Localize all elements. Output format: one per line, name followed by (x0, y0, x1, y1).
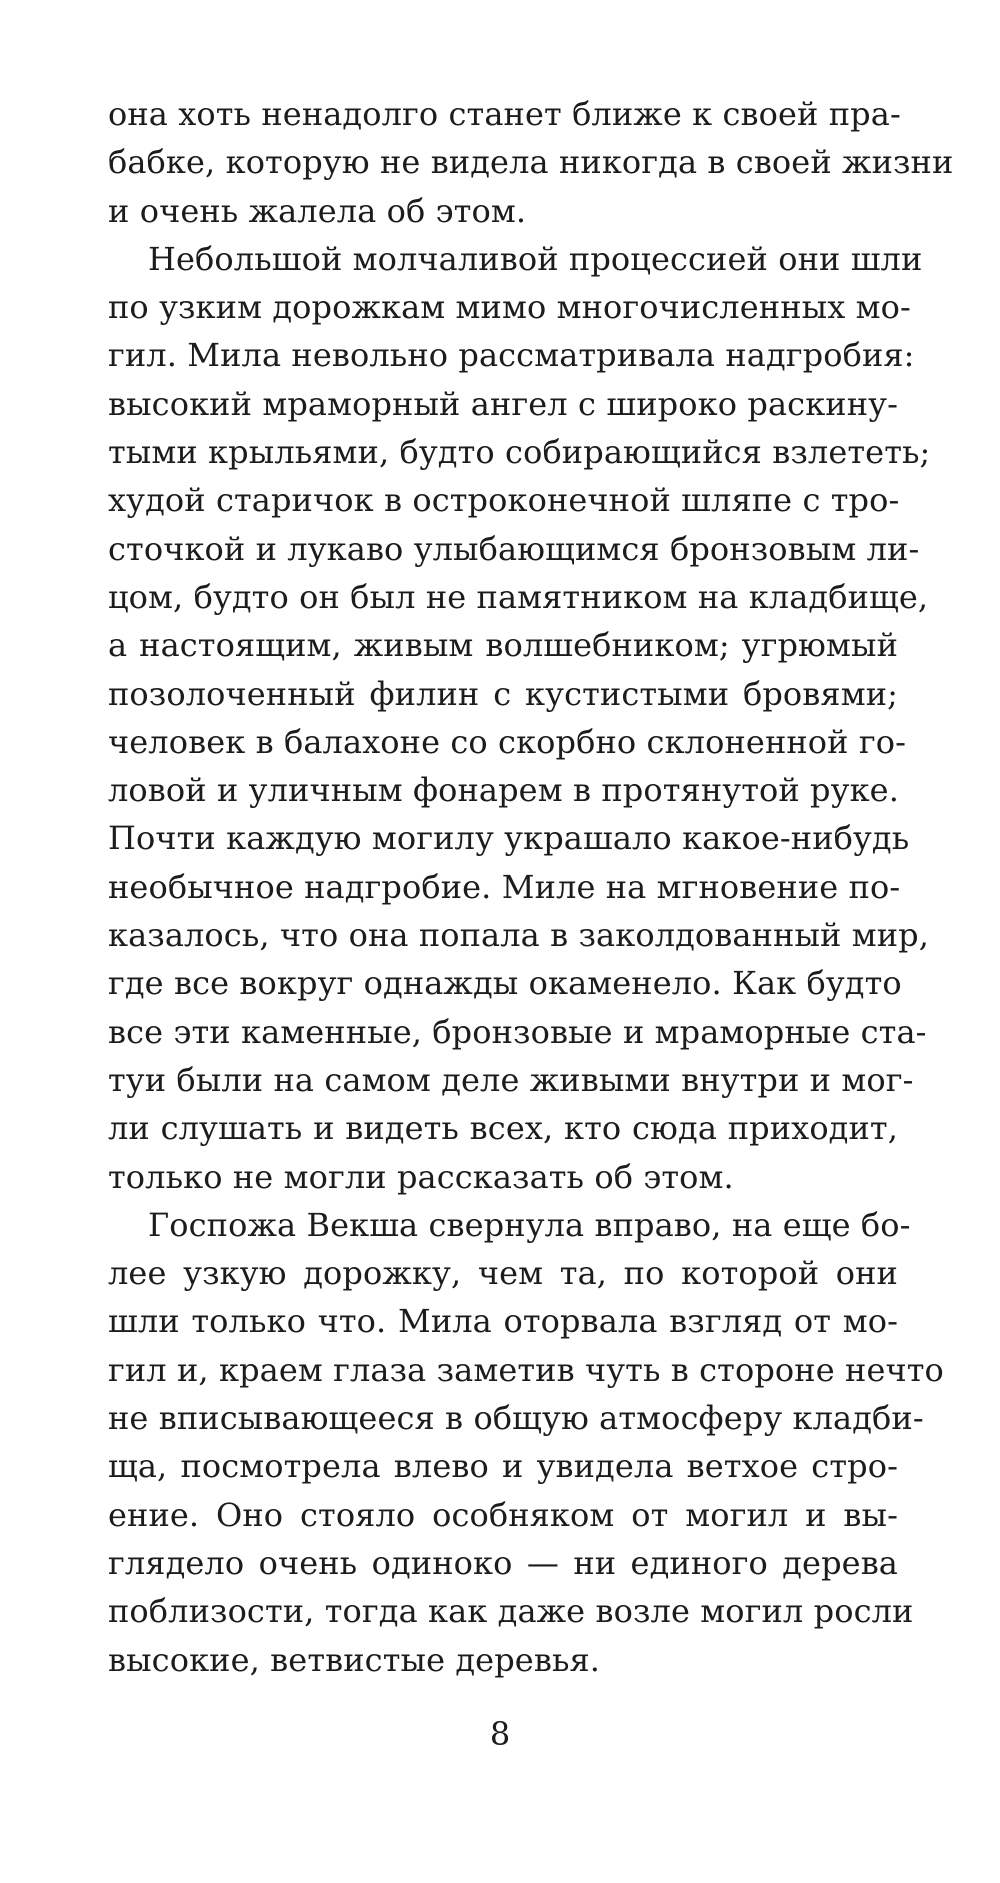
text-line: и очень жалела об этом. (108, 191, 527, 230)
text-line: Небольшой молчаливой процессией они шли (148, 239, 923, 278)
text-line: где все вокруг однажды окаменело. Как будто (108, 964, 902, 1003)
text-line: позолоченный филин с кустистыми бровями; (108, 674, 898, 713)
text-line: только не могли рассказать об этом. (108, 1157, 734, 1196)
body-text (108, 90, 954, 1684)
text-line: бабке, которую не видела никогда в своей жизни (108, 143, 954, 182)
text-line: человек в балахоне со скорбно склоненной го- (108, 722, 907, 761)
text-line: необычное надгробие. Миле на мгновение по- (108, 867, 901, 906)
text-line: ща, посмотрела влево и увидела ветхое стро- (108, 1447, 898, 1486)
text-line: сточкой и лукаво улыбающимся бронзовым ли- (108, 529, 920, 568)
text-line: не вписывающееся в общую атмосферу кладби- (108, 1399, 924, 1438)
text-line: туи были на самом деле живыми внутри и мог- (108, 1060, 914, 1099)
text-line: Почти каждую могилу украшало какое-нибудь (108, 819, 910, 858)
text-line: худой старичок в остроконечной шляпе с тро- (108, 481, 900, 520)
text-line: Госпожа Векша свернула вправо, на еще бо- (148, 1205, 911, 1244)
text-line: поблизости, тогда как даже возле могил росли (108, 1592, 914, 1631)
text-line: шли только что. Мила оторвала взгляд от мо- (108, 1302, 898, 1341)
text-line: цом, будто он был не памятником на кладбище, (108, 577, 929, 616)
text-line: все эти каменные, бронзовые и мраморные ста- (108, 1012, 927, 1051)
text-line: ловой и уличным фонарем в протянутой руке. (108, 771, 899, 810)
text-line: ение. Оно стояло особняком от могил и вы- (108, 1495, 898, 1534)
text-line: глядело очень одиноко — ни единого дерева (108, 1543, 898, 1582)
text-line: лее узкую дорожку, чем та, по которой они (108, 1254, 898, 1293)
text-line: гил и, краем глаза заметив чуть в стороне нечто (108, 1350, 944, 1389)
text-line: она хоть ненадолго станет ближе к своей пра- (108, 95, 901, 133)
text-line: ли слушать и видеть всех, кто сюда приходит, (108, 1109, 898, 1148)
text-line: казалось, что она попала в заколдованный мир, (108, 916, 929, 955)
page-number: 8 (489, 1715, 511, 1753)
text-line: по узким дорожкам мимо многочисленных мо- (108, 288, 911, 327)
text-line: высокие, ветвистые деревья. (108, 1640, 601, 1679)
text-line: а настоящим, живым волшебником; угрюмый (108, 626, 898, 665)
text-line: высокий мраморный ангел с широко раскину- (108, 384, 898, 423)
text-line: гил. Мила невольно рассматривала надгробия: (108, 336, 915, 375)
text-line: тыми крыльями, будто собирающийся взлететь; (108, 433, 931, 472)
